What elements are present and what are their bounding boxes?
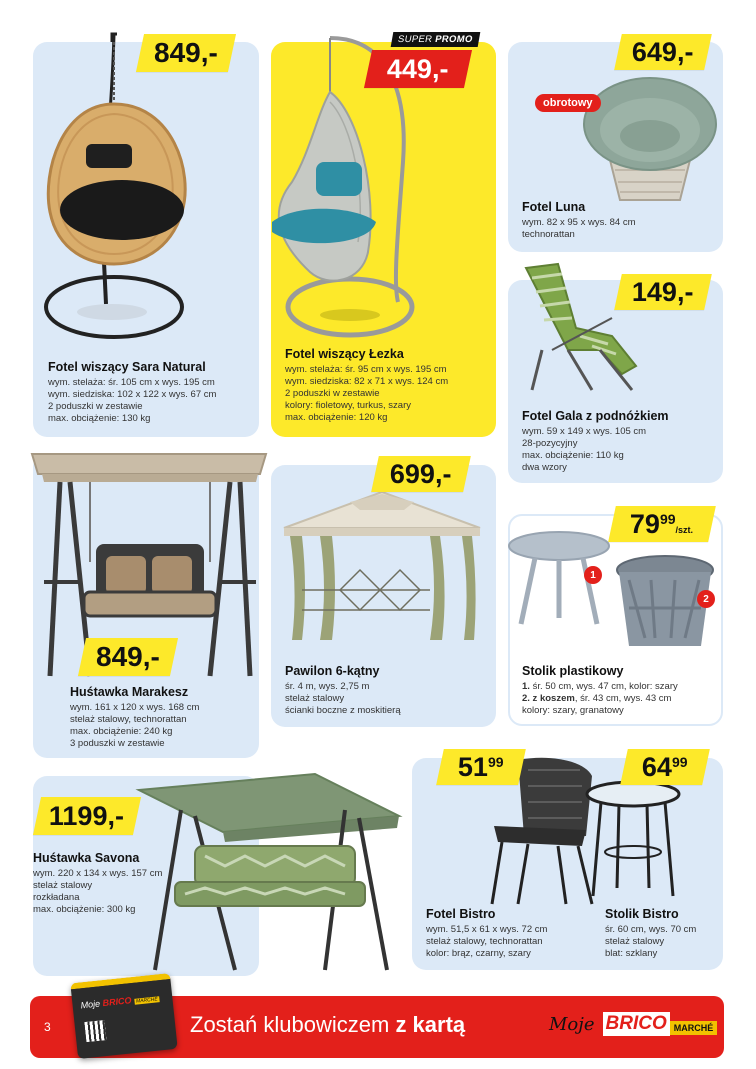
bistro-table-image <box>583 780 683 900</box>
price-tag-luna: 649,- <box>614 34 712 70</box>
price-tag-marakesz: 849,- <box>78 638 178 676</box>
plastic-tables-image <box>505 528 715 658</box>
product-name-bistro-stolik: Stolik Bistro <box>605 907 679 921</box>
product-desc-sara: wym. stelaża: śr. 105 cm x wys. 195 cm wym. siedziska: 102 x 122 x wys. 67 cm 2 poduszki w zestawie max. obciążenie: 130 kg <box>48 377 217 424</box>
product-name-savona: Huśtawka Savona <box>33 851 140 865</box>
price-tag-lezka: 449,- <box>364 50 472 88</box>
loyalty-card-image <box>70 973 177 1059</box>
logo-sub: MARCHÉ <box>670 1021 718 1035</box>
product-name-gala: Fotel Gala z podnóżkiem <box>522 409 669 423</box>
price-tag-pawilon: 699,- <box>371 456 471 492</box>
swivel-badge: obrotowy <box>535 94 601 112</box>
price-tag-stolik-plastikowy: $79^{99}$/szt. <box>608 506 716 542</box>
product-name-lezka: Fotel wiszący Łezka <box>285 347 404 361</box>
product-name-pawilon: Pawilon 6-kątny <box>285 664 380 678</box>
price-tag-sara: 849,- <box>136 34 236 72</box>
price-tag-bistro-fotel: $51^{99}$ <box>436 749 526 785</box>
logo-brand: BRICO <box>603 1012 670 1036</box>
product-desc-gala: wym. 59 x 149 x wys. 105 cm 28-pozycyjny max. obciążenie: 110 kg dwa wzory <box>522 426 647 473</box>
swing-savona-image <box>135 770 403 975</box>
card-brand: BRICO <box>102 995 132 1009</box>
super-promo-label: SUPER PROMO <box>391 32 480 47</box>
marker-1: 1 <box>584 566 602 584</box>
papasan-chair-luna-image <box>580 70 720 210</box>
price-tag-savona: 1199,- <box>33 797 141 835</box>
product-desc-bistro-fotel: wym. 51,5 x 61 x wys. 72 cm stelaż stalowy, technorattan kolor: brąz, czarny, szary <box>426 924 548 959</box>
brico-marche-logo <box>549 1012 717 1036</box>
logo-moje: Moje <box>549 1013 595 1035</box>
product-desc-savona: wym. 220 x 134 x wys. 157 cm stelaż stalowy rozkładana max. obciążenie: 300 kg <box>33 868 163 915</box>
product-desc-stolik-plastikowy: 1. śr. 50 cm, wys. 47 cm, kolor: szary 2. z koszem, śr. 43 cm, wys. 43 cm kolory: szary, granatowy <box>522 681 678 716</box>
product-name-luna: Fotel Luna <box>522 200 586 214</box>
product-desc-luna: wym. 82 x 95 x wys. 84 cm technorattan <box>522 217 636 240</box>
product-name-sara: Fotel wiszący Sara Natural <box>48 360 206 374</box>
product-desc-lezka: wym. stelaża: śr. 95 cm x wys. 195 cm wym. siedziska: 82 x 71 x wys. 124 cm 2 poduszki w zestawie kolory: fioletowy, turkus, szary max. obciążenie: 120 kg <box>285 364 449 423</box>
product-desc-bistro-stolik: śr. 60 cm, wys. 70 cm stelaż stalowy blat: szklany <box>605 924 697 959</box>
price-tag-bistro-stolik: $64^{99}$ <box>620 749 710 785</box>
hanging-chair-sara-image <box>42 32 242 342</box>
qr-code-icon <box>84 1020 106 1042</box>
card-moje: Moje <box>80 998 101 1011</box>
product-desc-marakesz: wym. 161 x 120 x wys. 168 cm stelaż stalowy, technorattan max. obciążenie: 240 kg 3 poduszki w zestawie <box>70 702 200 749</box>
product-name-stolik-plastikowy: Stolik plastikowy <box>522 664 624 678</box>
marker-2: 2 <box>697 590 715 608</box>
page-number: 3 <box>44 1020 51 1034</box>
price-tag-gala: 149,- <box>614 274 712 310</box>
product-name-marakesz: Huśtawka Marakesz <box>70 685 189 699</box>
product-desc-pawilon: śr. 4 m, wys. 2,75 m stelaż stalowy ścianki boczne z moskitierą <box>285 681 401 716</box>
footer-slogan: Zostań klubowiczem z kartą <box>190 1012 466 1037</box>
card-sub: MARCHÉ <box>135 996 158 1005</box>
product-name-bistro-fotel: Fotel Bistro <box>426 907 496 921</box>
gazebo-pawilon-image <box>280 490 485 660</box>
